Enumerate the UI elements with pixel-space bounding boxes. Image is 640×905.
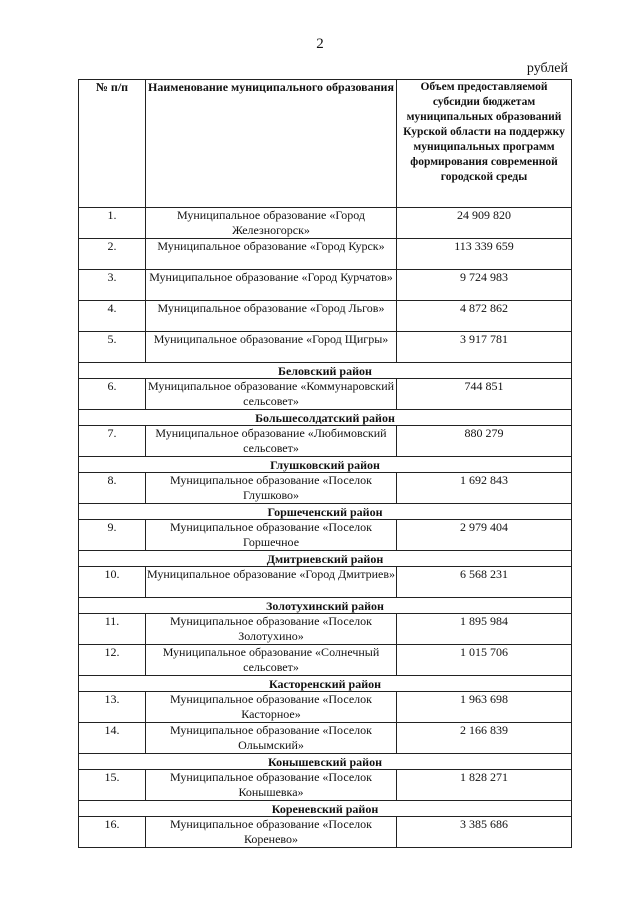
- municipality-name: Муниципальное образование «Город Дмитриев»: [146, 567, 397, 598]
- district-row: [79, 754, 572, 770]
- row-number: 5.: [79, 332, 146, 363]
- municipality-name: Муниципальное образование «Поселок Ольымский»: [146, 723, 397, 754]
- subsidy-amount: 1 963 698: [397, 692, 572, 723]
- subsidy-amount: 744 851: [397, 379, 572, 410]
- district-row: [79, 410, 572, 426]
- table-header-row: [79, 80, 572, 208]
- subsidy-amount: 3 917 781: [397, 332, 572, 363]
- header-name: Наименование муниципального образования: [146, 80, 397, 208]
- page-number: 2: [316, 36, 324, 52]
- municipality-name: Муниципальное образование «Поселок Золотухино»: [146, 614, 397, 645]
- table-row: [79, 645, 572, 676]
- table-body: [79, 208, 572, 848]
- table-row: [79, 567, 572, 598]
- subsidy-table: [78, 79, 572, 848]
- district-name: Большесолдатский район: [79, 410, 572, 426]
- district-name: Глушковский район: [79, 457, 572, 473]
- district-name: Касторенский район: [79, 676, 572, 692]
- subsidy-amount: 4 872 862: [397, 301, 572, 332]
- district-row: [79, 676, 572, 692]
- municipality-name: Муниципальное образование «Поселок Коренево»: [146, 817, 397, 848]
- row-number: 10.: [79, 567, 146, 598]
- district-row: [79, 363, 572, 379]
- district-name: Золотухинский район: [79, 598, 572, 614]
- table-row: [79, 270, 572, 301]
- district-row: [79, 551, 572, 567]
- district-name: Конышевский район: [79, 754, 572, 770]
- subsidy-amount: 3 385 686: [397, 817, 572, 848]
- municipality-name: Муниципальное образование «Поселок Касторное»: [146, 692, 397, 723]
- subsidy-amount: 1 895 984: [397, 614, 572, 645]
- row-number: 12.: [79, 645, 146, 676]
- district-row: [79, 504, 572, 520]
- header-value: Объем предоставляемой субсидии бюджетам муниципальных образований Курской области на поддержку муниципальных программ формирования современной городской среды: [397, 80, 572, 208]
- subsidy-amount: 113 339 659: [397, 239, 572, 270]
- district-name: Горшеченский район: [79, 504, 572, 520]
- table-row: [79, 692, 572, 723]
- district-row: [79, 457, 572, 473]
- row-number: 14.: [79, 723, 146, 754]
- municipality-name: Муниципальное образование «Город Щигры»: [146, 332, 397, 363]
- row-number: 7.: [79, 426, 146, 457]
- subsidy-amount: 2 979 404: [397, 520, 572, 551]
- table-row: [79, 614, 572, 645]
- municipality-name: Муниципальное образование «Поселок Горшечное: [146, 520, 397, 551]
- district-name: Кореневский район: [79, 801, 572, 817]
- district-row: [79, 598, 572, 614]
- row-number: 6.: [79, 379, 146, 410]
- municipality-name: Муниципальное образование «Любимовский сельсовет»: [146, 426, 397, 457]
- municipality-name: Муниципальное образование «Город Железногорск»: [146, 208, 397, 239]
- table-row: [79, 520, 572, 551]
- table-row: [79, 770, 572, 801]
- subsidy-amount: 9 724 983: [397, 270, 572, 301]
- district-name: Беловский район: [79, 363, 572, 379]
- row-number: 11.: [79, 614, 146, 645]
- table-row: [79, 239, 572, 270]
- subsidy-amount: 880 279: [397, 426, 572, 457]
- row-number: 2.: [79, 239, 146, 270]
- header-num: № п/п: [79, 80, 146, 208]
- table-row: [79, 723, 572, 754]
- table-row: [79, 208, 572, 239]
- row-number: 15.: [79, 770, 146, 801]
- row-number: 4.: [79, 301, 146, 332]
- subsidy-amount: 6 568 231: [397, 567, 572, 598]
- row-number: 9.: [79, 520, 146, 551]
- row-number: 8.: [79, 473, 146, 504]
- municipality-name: Муниципальное образование «Город Курчатов»: [146, 270, 397, 301]
- municipality-name: Муниципальное образование «Солнечный сельсовет»: [146, 645, 397, 676]
- table-row: [79, 301, 572, 332]
- subsidy-amount: 1 015 706: [397, 645, 572, 676]
- table-row: [79, 426, 572, 457]
- municipality-name: Муниципальное образование «Поселок Глушково»: [146, 473, 397, 504]
- subsidy-amount: 1 692 843: [397, 473, 572, 504]
- district-name: Дмитриевский район: [79, 551, 572, 567]
- municipality-name: Муниципальное образование «Поселок Конышевка»: [146, 770, 397, 801]
- subsidy-amount: 1 828 271: [397, 770, 572, 801]
- subsidy-amount: 24 909 820: [397, 208, 572, 239]
- row-number: 16.: [79, 817, 146, 848]
- table-row: [79, 473, 572, 504]
- table-row: [79, 817, 572, 848]
- municipality-name: Муниципальное образование «Коммунаровский сельсовет»: [146, 379, 397, 410]
- municipality-name: Муниципальное образование «Город Курск»: [146, 239, 397, 270]
- table-row: [79, 379, 572, 410]
- municipality-name: Муниципальное образование «Город Льгов»: [146, 301, 397, 332]
- subsidy-amount: 2 166 839: [397, 723, 572, 754]
- table-row: [79, 332, 572, 363]
- currency-label: рублей: [526, 61, 568, 76]
- row-number: 13.: [79, 692, 146, 723]
- row-number: 3.: [79, 270, 146, 301]
- district-row: [79, 801, 572, 817]
- row-number: 1.: [79, 208, 146, 239]
